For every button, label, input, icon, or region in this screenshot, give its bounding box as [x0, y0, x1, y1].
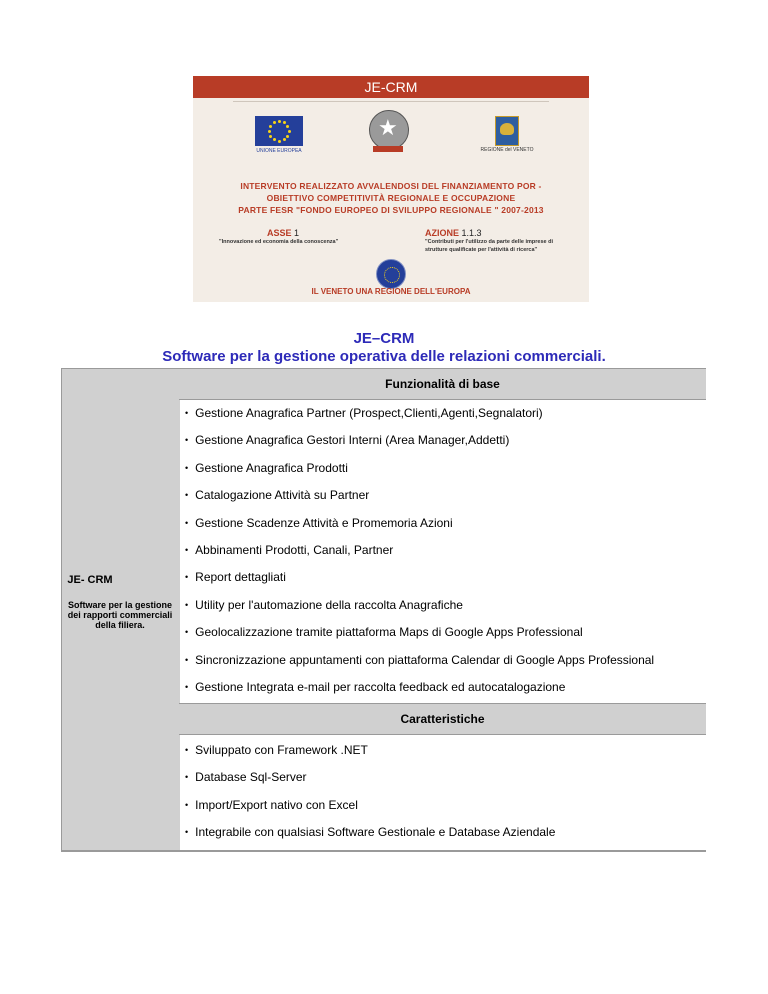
azione-description: "Contributi per l'utilizzo da parte delle imprese di strutture qualificate per l'attività di ricerca" — [425, 239, 553, 253]
bullet-icon: • — [185, 627, 189, 638]
bullet-icon: • — [185, 545, 189, 555]
bullet-icon: • — [185, 408, 189, 418]
document-subtitle: Software per la gestione operativa delle relazioni commerciali. — [162, 348, 606, 365]
banner-headline-line-3: PARTE FESR "FONDO EUROPEO DI SVILUPPO REGIONALE " 2007-2013 — [238, 205, 544, 215]
bullet-icon: • — [185, 682, 189, 692]
eu-star-icon — [269, 135, 272, 138]
document-title: JE–CRM — [353, 330, 415, 347]
list-item — [185, 406, 543, 420]
banner-headline-line-2: OBIETTIVO COMPETITIVITÀ REGIONALE E OCCUPAZIONE — [266, 193, 516, 203]
eu-star-icon — [286, 125, 289, 128]
bullet-icon: • — [185, 654, 189, 665]
list-item-text: Gestione Integrata e-mail per raccolta feedback ed autocatalogazione — [195, 680, 566, 694]
bullet-icon: • — [185, 772, 189, 783]
banner-title: JE-CRM — [193, 76, 589, 98]
banner-headline-line-1: INTERVENTO REALIZZATO AVVALENDOSI DEL FINANZIAMENTO POR - — [240, 181, 542, 191]
list-item-text: Integrabile con qualsiasi Software Gestionale e Database Aziendale — [195, 825, 556, 840]
eu-flag-icon — [255, 116, 303, 146]
list-item — [185, 798, 358, 812]
section-divider — [179, 734, 706, 735]
list-item-text: Geolocalizzazione tramite piattaforma Maps di Google Apps Professional — [195, 625, 583, 640]
bullet-icon: • — [185, 572, 189, 583]
eu-star-icon — [278, 140, 281, 143]
bullet-icon: • — [185, 799, 189, 810]
italian-republic-emblem-icon — [369, 110, 409, 150]
eu-star-icon — [273, 138, 276, 141]
eu-star-icon — [288, 130, 291, 133]
azione-label-text: AZIONE — [425, 228, 460, 238]
eu-star-icon — [278, 120, 281, 123]
side-panel-title: JE- CRM — [67, 574, 113, 586]
list-item-text: Sviluppato con Framework .NET — [195, 743, 368, 757]
table-bottom-border — [61, 850, 706, 852]
bullet-icon: • — [185, 599, 189, 610]
list-item — [185, 653, 654, 667]
veneto-europe-badge-icon — [376, 259, 406, 289]
bullet-icon: • — [185, 490, 189, 501]
emblem-ribbon — [373, 146, 403, 152]
list-item-text: Gestione Scadenze Attività e Promemoria Azioni — [195, 515, 453, 530]
list-item — [185, 543, 393, 557]
list-item — [185, 625, 583, 639]
veneto-lion-icon — [495, 116, 519, 146]
banner-divider — [233, 101, 549, 102]
list-item — [185, 598, 463, 612]
list-item-text: Import/Export nativo con Excel — [195, 797, 358, 812]
eu-star-icon — [269, 125, 272, 128]
veneto-caption: REGIONE del VENETO — [480, 147, 534, 153]
list-item-text: Sincronizzazione appuntamenti con piattaforma Calendar di Google Apps Professional — [195, 652, 655, 667]
section-heading-characteristics: Caratteristiche — [179, 704, 706, 734]
azione-number: 1.1.3 — [461, 228, 482, 238]
list-item-text: Database Sql-Server — [195, 770, 307, 785]
asse-number: 1 — [294, 228, 300, 238]
list-item — [185, 516, 453, 530]
bullet-icon: • — [185, 435, 189, 446]
list-item-text: Utility per l'automazione della raccolta Anagrafiche — [195, 597, 463, 612]
eu-star-icon — [283, 138, 286, 141]
list-item — [185, 770, 307, 784]
list-item-text: Gestione Anagrafica Partner (Prospect,Clienti,Agenti,Segnalatori) — [195, 406, 543, 420]
side-panel-subtitle: Software per la gestione dei rapporti commerciali della filiera. — [67, 600, 173, 630]
list-item-text: Report dettagliati — [195, 570, 286, 585]
section-heading-base-features: Funzionalità di base — [179, 369, 706, 399]
list-item — [185, 461, 348, 475]
bullet-icon: • — [185, 462, 189, 473]
asse-label-text: ASSE — [267, 228, 292, 238]
list-item — [185, 825, 555, 839]
asse-label — [267, 228, 299, 238]
eu-star-icon — [268, 130, 271, 133]
eu-star-icon — [286, 135, 289, 138]
list-item — [185, 680, 565, 694]
list-item-text: Gestione Anagrafica Prodotti — [195, 460, 348, 475]
eu-star-icon — [273, 121, 276, 124]
eu-caption: UNIONE EUROPEA — [256, 148, 302, 154]
list-item — [185, 433, 509, 447]
eu-star-icon — [283, 121, 286, 124]
list-item-text: Catalogazione Attività su Partner — [195, 488, 370, 503]
list-item — [185, 743, 368, 757]
list-item-text: Abbinamenti Prodotti, Canali, Partner — [195, 543, 394, 557]
regional-funding-banner — [193, 76, 589, 302]
list-item-text: Gestione Anagrafica Gestori Interni (Area Manager,Addetti) — [195, 433, 510, 448]
asse-description: "Innovazione ed economia della conoscenza" — [219, 239, 339, 245]
azione-label — [425, 228, 482, 238]
list-item — [185, 488, 369, 502]
bullet-icon: • — [185, 745, 189, 755]
bullet-icon: • — [185, 827, 189, 838]
bullet-icon: • — [185, 517, 189, 528]
banner-footer: IL VENETO UNA REGIONE DELL'EUROPA — [311, 287, 471, 296]
list-item — [185, 570, 286, 584]
section-divider — [179, 399, 706, 400]
